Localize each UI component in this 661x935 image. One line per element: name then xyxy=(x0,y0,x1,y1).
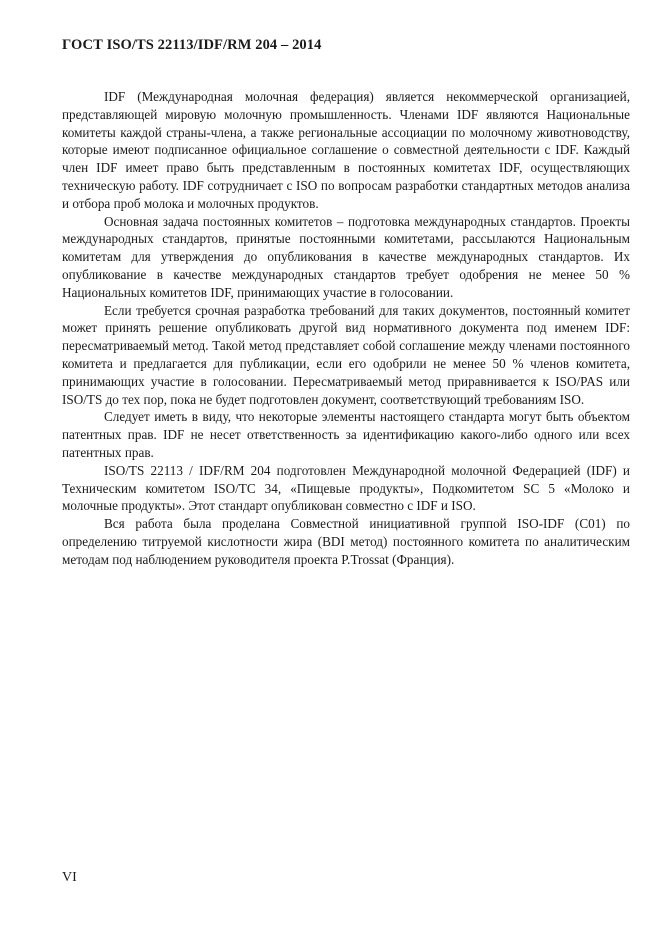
paragraph-idf-intro: IDF (Международная молочная федерация) является некоммерческой организацией, представляющей мировую молочную промышленность. Членами IDF являются Национальные комитеты каждой страны-члена, а также региональные ассоциации по молочному животноводству, которые имеют подписанное официальное соглашение о совместной деятельности с IDF. Каждый член IDF имеет право быть представленным в постоянных комитетах IDF, осуществляющих техническую работу. IDF сотрудничает с ISO по вопросам разработки стандартных методов анализа и отбора проб молока и молочных продуктов. xyxy=(62,89,630,211)
paragraph-prepared-by: ISO/TS 22113 / IDF/RM 204 подготовлен Международной молочной Федерацией (IDF) и Техническим комитетом ISO/TC 34, «Пищевые продукты», Подкомитетом SC 5 «Молоко и молочные продукты». Этот стандарт опубликован совместно с IDF и ISO. xyxy=(62,462,630,514)
paragraph-working-group: Вся работа была проделана Совместной инициативной группой ISO-IDF (C01) по определению титруемой кислотности жира (BDI метод) постоянного комитета по аналитическим методам под наблюдением руководителя проекта P.Trossat (Франция). xyxy=(62,516,630,567)
document-header: ГОСТ ISO/TS 22113/IDF/RM 204 – 2014 xyxy=(62,37,322,53)
page-number: VI xyxy=(62,870,77,885)
paragraph-urgent-development: Если требуется срочная разработка требований для таких документов, постоянный комитет может принять решение опубликовать другой вид нормативного документа под именем IDF: пересматриваемый метод. Такой метод представляет собой соглашение между членами постоянного комитета и предлагается для публикации, если его одобрили не менее 50 % членов комитета, принимающих участие в голосовании. Пересматриваемый метод приравнивается к ISO/PAS или ISO/TS до тех пор, пока не будет подготовлен документ, соответствующий требованиям ISO. xyxy=(62,302,630,407)
document-body xyxy=(62,88,630,569)
paragraph-patent-rights: Следует иметь в виду, что некоторые элементы настоящего стандарта могут быть объектом патентных прав. IDF не несет ответственность за идентификацию какого-либо одного или всех патентных прав. xyxy=(62,409,630,460)
paragraph-committee-task: Основная задача постоянных комитетов – подготовка международных стандартов. Проекты международных стандартов, принятые постоянными комитетами, рассылаются Национальным комитетам для утверждения до опубликования в качестве международных стандартов. Их опубликование в качестве международных стандартов требует одобрения не менее 50 % Национальных комитетов IDF, принимающих участие в голосовании. xyxy=(62,213,630,300)
